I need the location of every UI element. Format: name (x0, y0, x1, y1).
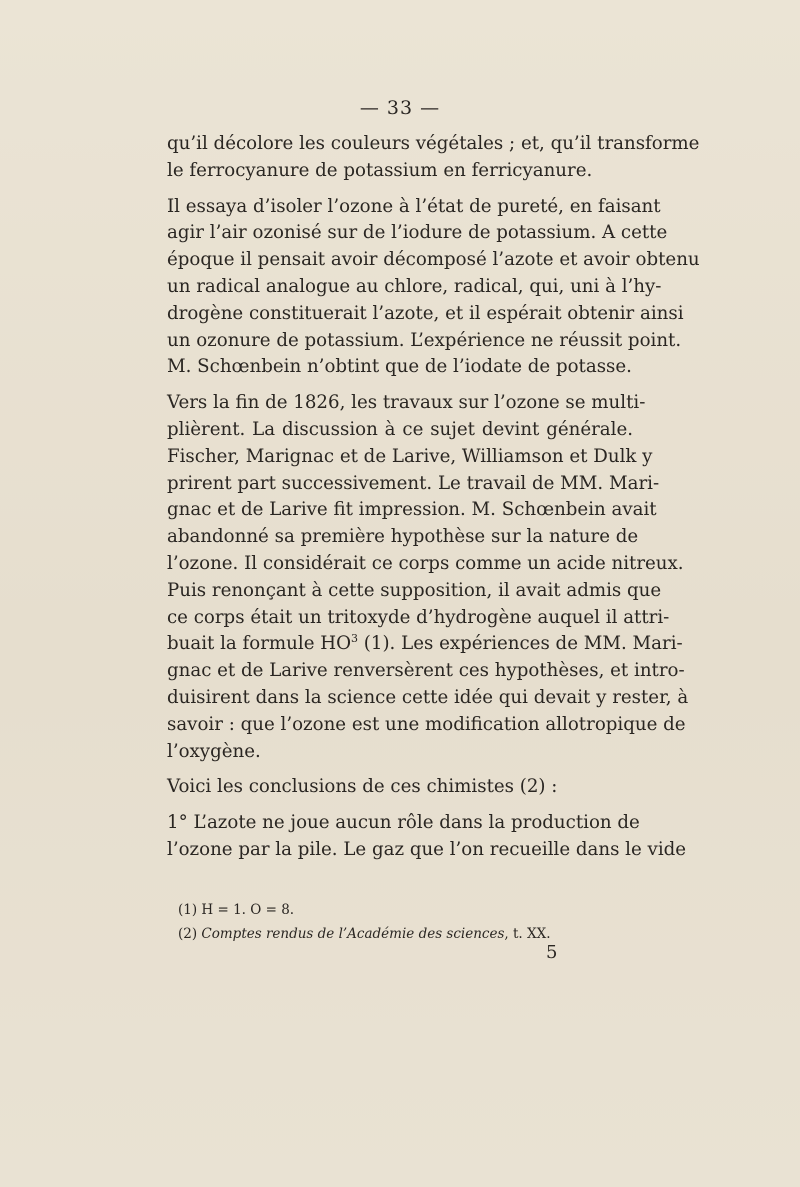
formula-line (167, 631, 683, 658)
text-line: Puis renonçant à cette supposition, il avait admis que (167, 579, 662, 601)
text-line: drogène constituerait l’azote, et il espérait obtenir ainsi (167, 302, 684, 324)
footnotes (178, 898, 638, 946)
text-line: Voici les conclusions de ces chimistes (2) : (167, 776, 558, 798)
paragraph-3 (167, 390, 689, 765)
text-line: un ozonure de potassium. L’expérience ne réussit point. (167, 329, 682, 351)
text-line: gnac et de Larive fit impression. M. Schœnbein avait (167, 499, 657, 521)
text-line: duisirent dans la science cette idée qui devait y rester, à (167, 686, 689, 708)
footnote-2 (178, 922, 638, 946)
text-line: qu’il décolore les couleurs végétales ; et, qu’il transforme (167, 133, 700, 154)
text-line: Il essaya d’isoler l’ozone à l’état de pureté, en faisant (167, 195, 661, 217)
signature-mark: 5 (546, 942, 558, 963)
text-line: l’ozone. Il considérait ce corps comme un acide nitreux. (167, 552, 684, 574)
paragraph-2 (167, 194, 700, 382)
footnote-1: (1) H = 1. O = 8. (178, 902, 295, 918)
text-line: abandonné sa première hypothèse sur la nature de (167, 526, 639, 548)
formula-superscript: 3 (351, 632, 359, 646)
footnote-2-volume: , t. XX. (504, 926, 551, 942)
formula-text-before: buait la formule HO (167, 633, 352, 655)
text-line: gnac et de Larive renversèrent ces hypothèses, et intro- (167, 660, 685, 682)
paragraph-5 (167, 810, 687, 864)
text-line: Fischer, Marignac et de Larive, Williamson et Dulk y (167, 445, 653, 467)
text-line: un radical analogue au chlore, radical, qui, uni à l’hy- (167, 275, 662, 297)
text-line: Vers la fin de 1826, les travaux sur l’ozone se multi- (167, 392, 646, 414)
footnote-2-source: Comptes rendus de l’Académie des sciences (201, 926, 505, 942)
formula-text-after: (1). Les expériences de MM. Mari- (358, 633, 683, 655)
text-line: plièrent. La discussion à ce sujet devint générale. (167, 418, 633, 440)
text-line: prirent part successivement. Le travail de MM. Mari- (167, 472, 660, 494)
page-number-header: — 33 — (359, 97, 441, 119)
text-line: le ferrocyanure de potassium en ferricyanure. (167, 159, 593, 181)
text-line: 1° L’azote ne joue aucun rôle dans la production de (167, 812, 640, 834)
paragraph-1 (167, 131, 700, 185)
text-line: l’ozone par la pile. Le gaz que l’on recueille dans le vide (167, 838, 687, 860)
text-line: époque il pensait avoir décomposé l’azote et avoir obtenu (167, 249, 700, 271)
text-line: l’oxygène. (167, 740, 261, 762)
text-line: M. Schœnbein n’obtint que de l’iodate de potasse. (167, 356, 632, 378)
text-line: agir l’air ozonisé sur de l’iodure de potassium. A cette (167, 222, 668, 244)
text-line: ce corps était un tritoxyde d’hydrogène auquel il attri- (167, 606, 670, 628)
footnote-2-number: (2) (178, 926, 202, 942)
body-text (167, 131, 700, 864)
paragraph-4 (167, 774, 633, 801)
text-line: savoir : que l’ozone est une modification allotropique de (167, 713, 686, 735)
